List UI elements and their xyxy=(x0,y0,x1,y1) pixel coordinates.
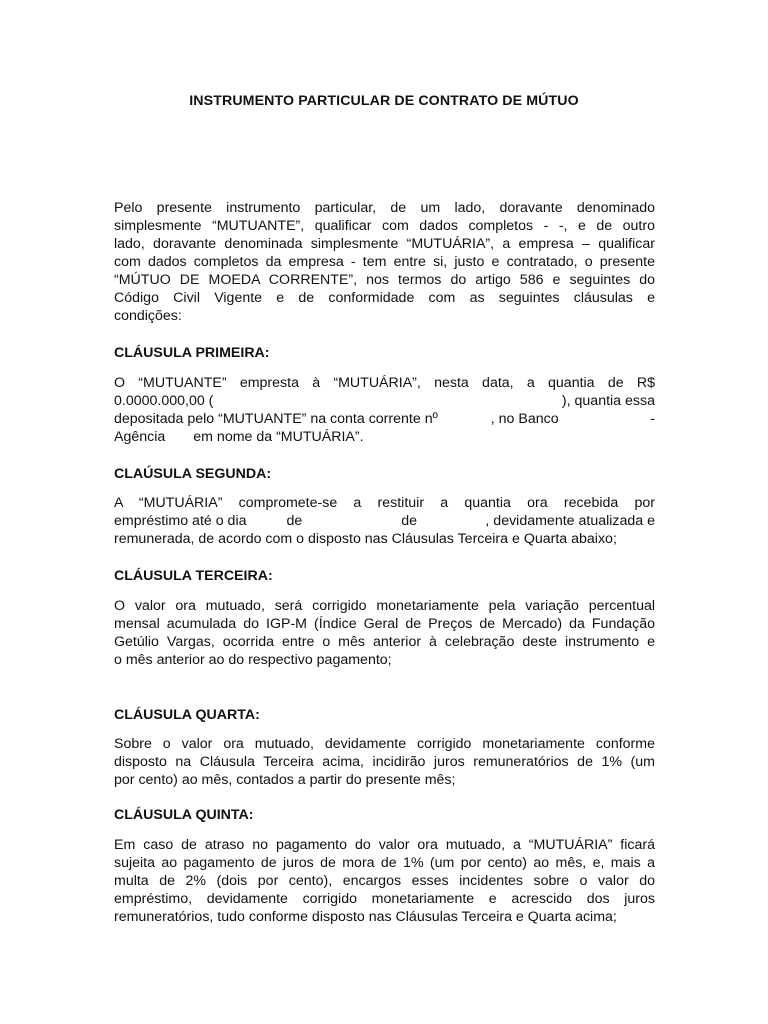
clause-2-paragraph xyxy=(114,494,655,548)
clause-4-paragraph xyxy=(114,735,655,789)
clause-line: mensal acumulada do IGP-M (Índice Geral de Preços de Mercado) da Fundação xyxy=(114,616,655,632)
intro-line: Pelo presente instrumento particular, de um lado, doravante denominado xyxy=(114,200,655,216)
clause-line xyxy=(114,410,655,428)
clause-1-paragraph xyxy=(114,374,655,446)
clause-line: sujeita ao pagamento de juros de mora de 1% (um por cento) ao mês, e, mais a xyxy=(114,855,655,871)
amount-text-end: ), quantia essa xyxy=(561,393,655,409)
intro-line: simplesmente “MUTUANTE”, qualificar com dados completos - -, e de outro xyxy=(114,218,655,234)
clause-line: Getúlio Vargas, ocorrida entre o mês anterior à celebração deste instrumento e xyxy=(114,634,655,650)
intro-line: com dados completos da empresa - tem entre si, justo e contratado, o presente xyxy=(114,254,655,270)
clause-line xyxy=(114,512,655,530)
due-date-de-1: de xyxy=(286,513,303,529)
intro-line: condições: xyxy=(114,308,182,324)
clause-5-heading: CLÁUSULA QUINTA: xyxy=(114,807,254,823)
clause-line: multa de 2% (dois por cento), encargos esses incidentes sobre o valor do xyxy=(114,873,655,889)
clause-2-heading: CLAÚSULA SEGUNDA: xyxy=(114,466,272,482)
clause-4-heading: CLÁUSULA QUARTA: xyxy=(114,707,260,723)
due-date-de-2: de xyxy=(401,513,418,529)
clause-line: O valor ora mutuado, será corrigido monetariamente pela variação percentual xyxy=(114,598,655,614)
clause-line: Sobre o valor ora mutuado, devidamente corrigido monetariamente conforme xyxy=(114,736,655,752)
clause-3-paragraph xyxy=(114,597,655,669)
clause-1-heading: CLÁUSULA PRIMEIRA: xyxy=(114,345,270,361)
clause-line xyxy=(114,392,655,410)
clause-line: O “MUTUANTE” empresta à “MUTUÁRIA”, nesta data, a quantia de R$ xyxy=(114,375,655,391)
due-date-end: , devidamente atualizada e xyxy=(485,513,655,529)
amount-text: 0.0000.000,00 ( xyxy=(114,393,214,409)
holder-text: em nome da “MUTUÁRIA”. xyxy=(193,429,364,445)
clause-5-paragraph xyxy=(114,836,655,926)
bank-text: , no Banco xyxy=(490,411,559,427)
intro-paragraph xyxy=(114,199,655,325)
due-date-text: empréstimo até o dia xyxy=(114,513,247,529)
clause-line: disposto na Cláusula Terceira acima, incidirão juros remuneratórios de 1% (um xyxy=(114,754,655,770)
document-title: INSTRUMENTO PARTICULAR DE CONTRATO DE MÚTUO xyxy=(189,93,579,109)
account-text: depositada pelo “MUTUANTE” na conta corrente nº xyxy=(114,411,438,427)
clause-line: remuneratórios, tudo conforme disposto nas Cláusulas Terceira e Quarta acima; xyxy=(114,909,617,925)
clause-line: por cento) ao mês, contados a partir do presente mês; xyxy=(114,772,456,788)
clause-line: o mês anterior ao do respectivo pagamento; xyxy=(114,652,392,668)
clause-line: remunerada, de acordo com o disposto nas Cláusulas Terceira e Quarta abaixo; xyxy=(114,531,617,547)
clause-line: Em caso de atraso no pagamento do valor ora mutuado, a “MUTUÁRIA” ficará xyxy=(114,837,655,853)
agency-text: Agência xyxy=(114,429,166,445)
dash-text: - xyxy=(650,411,655,427)
clause-line: A “MUTUÁRIA” compromete-se a restituir a quantia ora recebida por xyxy=(114,495,655,511)
intro-line: Código Civil Vigente e de conformidade com as seguintes cláusulas e xyxy=(114,290,655,306)
clause-3-heading: CLÁUSULA TERCEIRA: xyxy=(114,568,273,584)
intro-line: lado, doravante denominada simplesmente “MUTUÁRIA”, a empresa – qualificar xyxy=(114,236,655,252)
intro-line: “MÚTUO DE MOEDA CORRENTE”, nos termos do artigo 586 e seguintes do xyxy=(114,272,655,288)
clause-line: empréstimo, devidamente corrigido monetariamente e acrescido dos juros xyxy=(114,891,655,907)
clause-line xyxy=(114,428,655,446)
